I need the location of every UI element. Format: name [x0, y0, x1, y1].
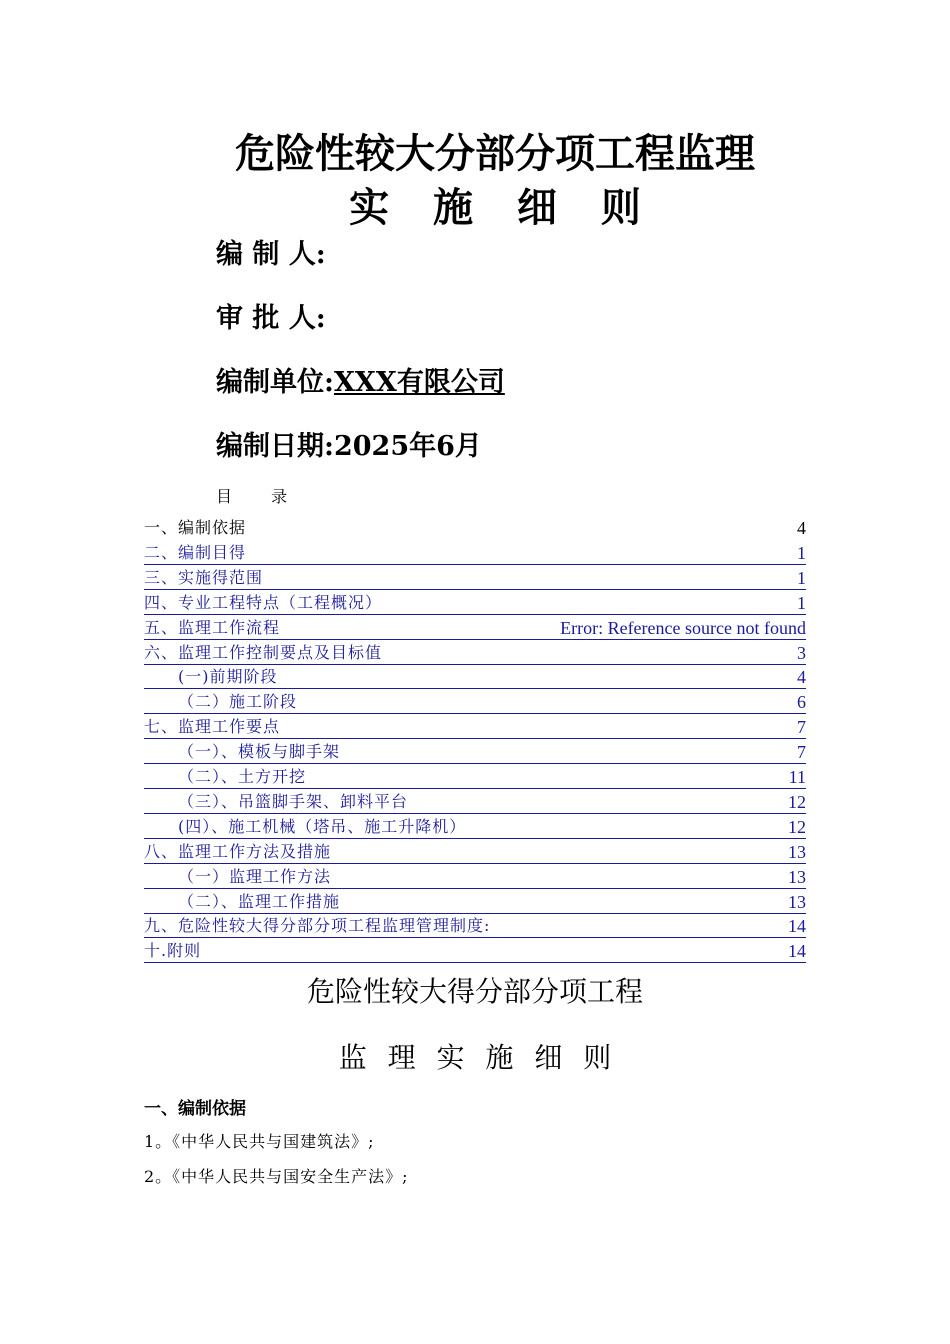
toc-entry-page: 1	[797, 542, 806, 563]
toc-entry-page: 12	[788, 791, 806, 812]
toc-entry[interactable]	[144, 616, 806, 640]
toc-entry-page: 11	[788, 767, 806, 787]
toc-entry[interactable]	[144, 815, 806, 839]
unit-value: XXX有限公司	[333, 367, 505, 398]
toc-entry-page: 13	[788, 866, 806, 887]
toc-entry-page: 6	[797, 692, 806, 713]
toc-entry[interactable]	[144, 840, 806, 864]
toc-heading: 目 录	[216, 487, 288, 506]
unit-label: 编制单位:	[216, 367, 334, 398]
law-item: 2。《中华人民共与国安全生产法》;	[144, 1167, 409, 1186]
toc-entry[interactable]	[144, 939, 806, 963]
toc-entry[interactable]	[144, 715, 806, 739]
toc-entry-page: 7	[797, 742, 806, 763]
toc-entry[interactable]	[144, 740, 806, 764]
toc-entry-label: （一）监理工作方法	[178, 866, 332, 886]
toc-entry-label: 七、监理工作要点	[144, 717, 281, 737]
toc-entry-label: 九、危险性较大得分部分项工程监理管理制度:	[144, 916, 491, 936]
toc-entry-page: 13	[788, 841, 806, 862]
toc-entry-label: 十.附则	[144, 941, 202, 961]
toc-entry-page: 4	[797, 518, 806, 538]
toc-entry-page: 13	[788, 891, 806, 912]
compiler-field: 编 制 人:	[216, 239, 326, 270]
toc-entry[interactable]	[144, 890, 806, 914]
law-item: 1。《中华人民共与国建筑法》;	[144, 1132, 375, 1151]
toc-entry-label: 二、编制目得	[144, 542, 247, 562]
toc-entry[interactable]	[144, 914, 806, 938]
toc-entry-page: 4	[797, 667, 806, 688]
toc-entry-page: 12	[788, 816, 806, 837]
toc-entry-label: (四）、施工机械（塔吊、施工升降机）	[178, 816, 467, 836]
toc-entry[interactable]	[144, 765, 806, 789]
toc-entry-label: （二）、土方开挖	[178, 767, 307, 786]
toc-entry-label: 四、专业工程特点（工程概况）	[144, 592, 383, 612]
toc-entry-page: 1	[797, 567, 806, 588]
date-field: 编制日期:2025年6月	[216, 431, 482, 462]
toc-entry-page: 14	[788, 916, 806, 937]
toc-entry-page: Error: Reference source not found	[560, 617, 806, 638]
section-heading-basis: 一、编制依据	[144, 1099, 246, 1119]
toc-entry[interactable]	[144, 566, 806, 590]
toc-entry[interactable]	[144, 516, 806, 540]
toc-entry-label: 六、监理工作控制要点及目标值	[144, 642, 383, 662]
toc-entry-label: （一）、模板与脚手架	[178, 742, 341, 762]
toc-entry-label: （三）、吊篮脚手架、卸料平台	[178, 791, 409, 811]
approver-field: 审 批 人:	[216, 303, 326, 334]
toc-entry-page: 1	[797, 592, 806, 613]
toc-entry[interactable]	[144, 541, 806, 565]
toc-entry-label: 五、监理工作流程	[144, 617, 281, 637]
section-title-line2: 监 理 实 施 细 则	[338, 1041, 612, 1074]
toc-entry[interactable]	[144, 591, 806, 615]
toc-entry[interactable]	[144, 690, 806, 714]
toc-entry[interactable]	[144, 641, 806, 665]
toc-entry[interactable]	[144, 865, 806, 889]
unit-field	[216, 360, 505, 399]
toc-entry-page: 3	[797, 642, 806, 663]
section-title-line1: 危险性较大得分部分项工程	[306, 975, 643, 1008]
toc-entry-label: (一)前期阶段	[178, 667, 278, 687]
toc-entry-label: 三、实施得范围	[144, 567, 264, 587]
toc-entry-label: 八、监理工作方法及措施	[144, 841, 332, 861]
document-title-line1: 危险性较大分部分项工程监理	[235, 130, 755, 177]
toc-entry-label: （二）施工阶段	[178, 692, 298, 712]
document-title-line2: 实 施 细 则	[349, 184, 641, 231]
toc-entry[interactable]	[144, 665, 806, 689]
toc-entry[interactable]	[144, 790, 806, 814]
toc-entry-label: （二）、监理工作措施	[178, 891, 341, 911]
toc-entry-label: 一、编制依据	[144, 518, 247, 537]
toc-entry-page: 7	[797, 717, 806, 738]
toc-entry-page: 14	[788, 941, 806, 962]
